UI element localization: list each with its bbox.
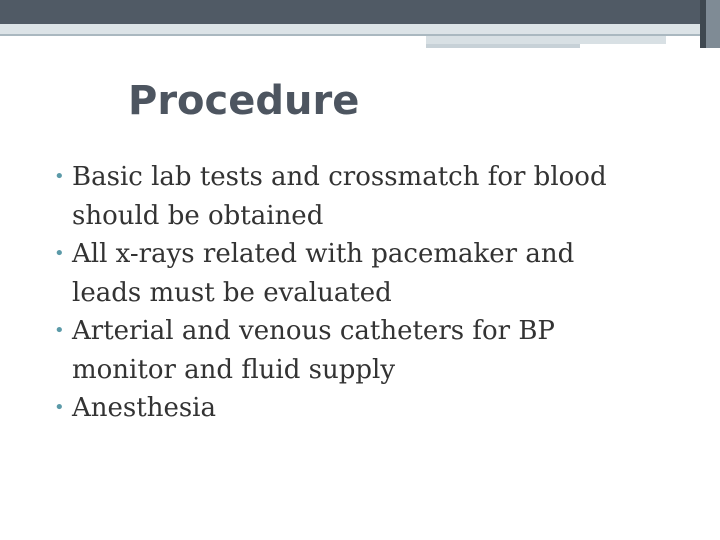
- bullet-text: Arterial and venous catheters for BP monitor and fluid supply: [72, 316, 555, 385]
- bullet-item: [52, 389, 612, 428]
- bullet-item: [52, 312, 612, 389]
- bullet-item: [52, 235, 612, 312]
- bullet-item: [52, 158, 612, 235]
- bullet-icon: •: [54, 397, 65, 418]
- bullet-list: [52, 158, 612, 428]
- top-band-stripe: [0, 24, 700, 34]
- bullet-icon: •: [54, 320, 65, 341]
- slide-title: Procedure: [128, 78, 360, 124]
- bullet-icon: •: [54, 243, 65, 264]
- top-band: [0, 0, 700, 24]
- top-band-accent-thin: [426, 44, 580, 48]
- bullet-text: All x-rays related with pacemaker and leads must be evaluated: [72, 239, 575, 308]
- bullet-icon: •: [54, 166, 65, 187]
- top-band-edge-light: [706, 0, 720, 48]
- top-band-accent: [426, 36, 666, 44]
- bullet-text: Basic lab tests and crossmatch for blood should be obtained: [72, 162, 607, 231]
- bullet-text: Anesthesia: [72, 393, 216, 423]
